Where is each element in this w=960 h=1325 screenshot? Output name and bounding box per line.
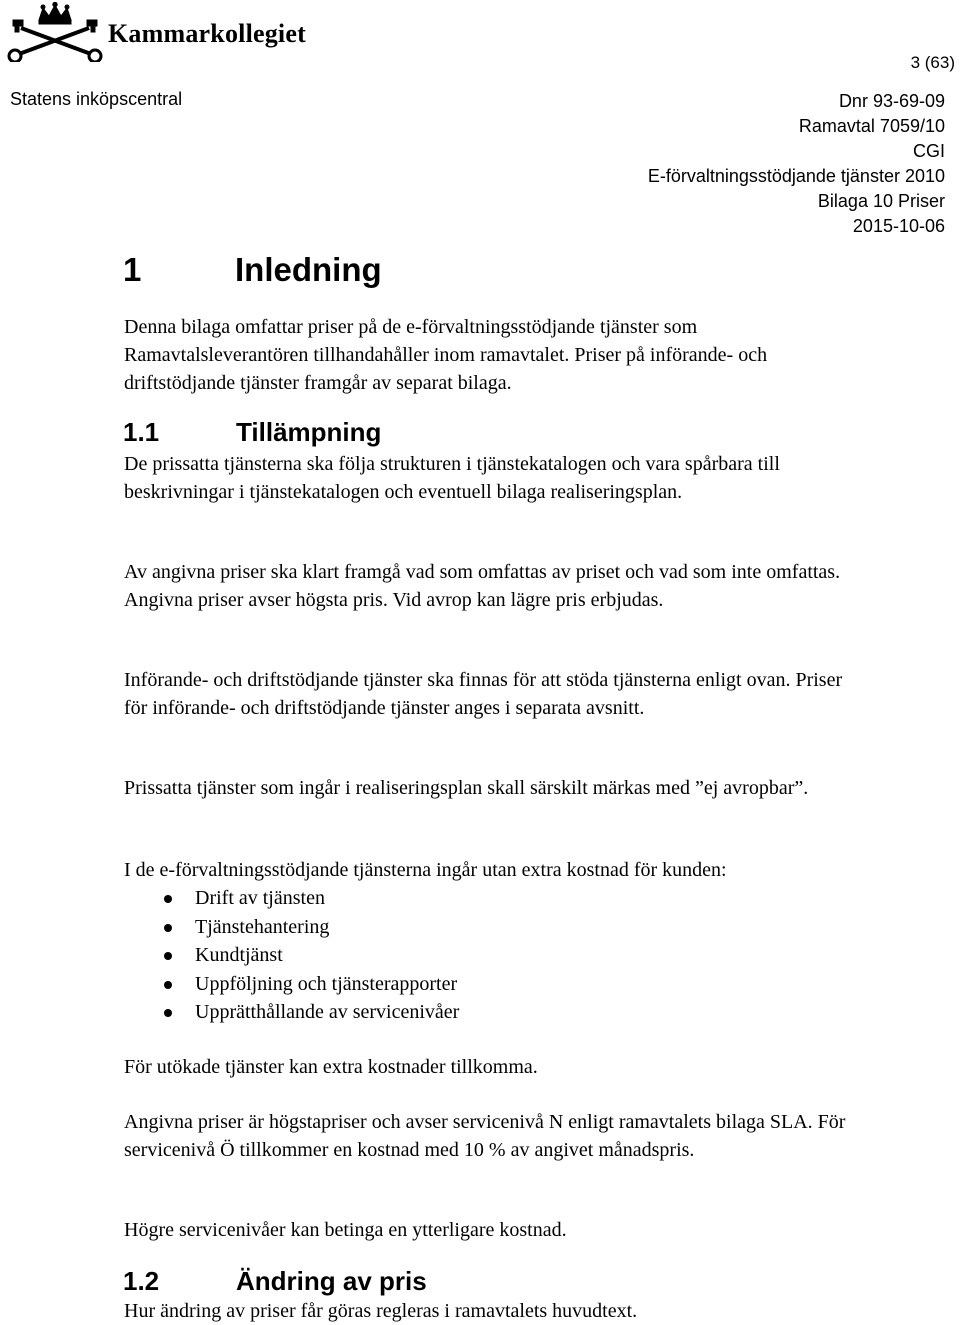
- section-number: 1.2: [123, 1266, 160, 1296]
- included-services-list: [124, 884, 459, 1027]
- crown-keys-emblem-icon: [5, 2, 105, 62]
- list-item: Uppföljning och tjänsterapporter: [124, 970, 459, 999]
- section-title: Ändring av pris: [236, 1266, 427, 1296]
- paragraph: De prissatta tjänsterna ska följa strukturen i tjänstekatalogen och vara spårbara till beskrivningar i tjänstekatalogen och eventuell bilaga realiseringsplan.: [124, 453, 780, 503]
- section-heading-1-2: [123, 1266, 427, 1297]
- list-item: Tjänstehantering: [124, 913, 459, 942]
- section-title: Inledning: [235, 251, 382, 288]
- list-item: Upprätthållande av servicenivåer: [124, 998, 459, 1027]
- intro-paragraph: Denna bilaga omfattar priser på de e-förvaltningsstödjande tjänster som Ramavtalsleverantören tillhandahåller inom ramavtalet. Priser på införande- och driftstödjande tjänster framgår av separat bilaga.: [124, 316, 768, 394]
- section-heading-1: [123, 251, 382, 289]
- bullet-icon: [164, 895, 172, 903]
- paragraph: I de e-förvaltningsstödjande tjänsterna ingår utan extra kostnad för kunden:: [124, 859, 727, 881]
- paragraph: Införande- och driftstödjande tjänster ska finnas för att stöda tjänsterna enligt ovan. Priser för införande- och driftstödjande tjänster anges i separata avsnitt.: [124, 669, 843, 719]
- meta-appendix: Bilaga 10 Priser: [817, 191, 945, 211]
- section-title: Tillämpning: [236, 417, 382, 447]
- paragraph: Angivna priser är högstapriser och avser servicenivå N enligt ramavtalets bilaga SLA. För servicenivå Ö tillkommer en kostnad med 10 % av angivet månadspris.: [124, 1111, 846, 1161]
- paragraph: Prissatta tjänster som ingår i realiseringsplan skall särskilt märkas med ”ej avropbar”.: [124, 777, 809, 799]
- bullet-icon: [164, 924, 172, 932]
- section-number: 1: [123, 251, 142, 288]
- document-meta: [648, 89, 945, 239]
- logo-wordmark: Kammarkollegiet: [108, 19, 306, 48]
- meta-date: 2015-10-06: [852, 216, 945, 236]
- bullet-icon: [164, 952, 172, 960]
- meta-area: E-förvaltningsstödjande tjänster 2010: [647, 166, 945, 186]
- paragraph: Hur ändring av priser får göras regleras i ramavtalets huvudtext.: [124, 1300, 638, 1322]
- paragraph: För utökade tjänster kan extra kostnader tillkomma.: [124, 1056, 538, 1078]
- meta-dnr: Dnr 93-69-09: [838, 91, 945, 111]
- list-item: Drift av tjänsten: [124, 884, 459, 913]
- bullet-icon: [164, 981, 172, 989]
- bullet-icon: [164, 1009, 172, 1017]
- section-heading-1-1: [123, 417, 381, 448]
- organization-name: Statens inköpscentral: [10, 89, 183, 109]
- section-number: 1.1: [123, 417, 160, 447]
- meta-ramavtal: Ramavtal 7059/10: [798, 116, 945, 136]
- paragraph: Av angivna priser ska klart framgå vad som omfattas av priset och vad som inte omfattas. Angivna priser avser högsta pris. Vid avrop kan lägre pris erbjudas.: [124, 561, 841, 611]
- paragraph: Högre servicenivåer kan betinga en ytterligare kostnad.: [124, 1219, 567, 1241]
- meta-supplier: CGI: [912, 141, 945, 161]
- list-item: Kundtjänst: [124, 941, 459, 970]
- page-number: 3 (63): [910, 53, 955, 72]
